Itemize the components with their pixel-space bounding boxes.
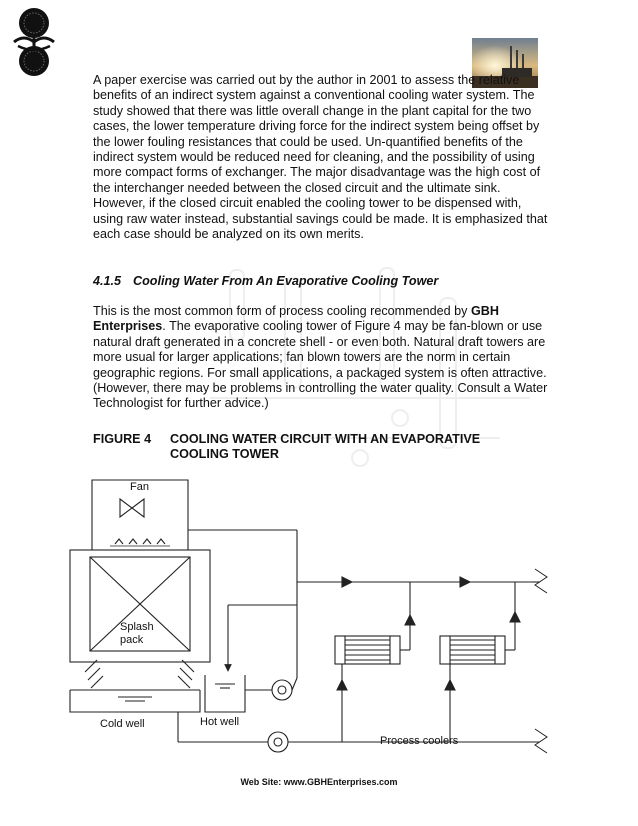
recirc-pump — [272, 680, 292, 700]
cold-well-label: Cold well — [100, 718, 145, 730]
supply-pump — [268, 732, 288, 752]
section-heading — [93, 274, 438, 288]
spray-nozzles — [110, 539, 170, 546]
falling-water — [85, 660, 194, 688]
fan-label: Fan — [130, 481, 149, 493]
hot-well-label: Hot well — [200, 716, 240, 728]
hot-well — [205, 675, 245, 712]
gbh-logo — [10, 6, 58, 78]
paragraph-indirect-system: A paper exercise was carried out by the author in 2001 to assess the relative benefits of an indirect system against a conventional cooling water system. The study showed that there was little overall change in the plant capital for the two cases, the lower temperature driving force for the indirect system being offset by the lower fouling resistances that could be used. Un-quantified benefits of the indirect system would be reduced need for cleaning, and the possibility of using more compact forms of exchanger. The major disadvantage was the high cost of the interchanger needed between the closed circuit and the ultimate sink. However, if the closed circuit enabled the cooling tower to be dispensed with, using raw water instead, substantial savings could be made. It is emphasized that each case should be analyzed on its own merits. — [93, 73, 548, 242]
process-coolers-label: Process coolers — [380, 735, 459, 747]
fan-icon — [120, 499, 144, 517]
section-number: 4.1.5 — [93, 274, 122, 288]
paragraph2-before: This is the most common form of process cooling recommended by — [93, 304, 471, 318]
splash-label-line1: Splash — [120, 621, 154, 633]
company-name: GBH Enterprises — [93, 304, 499, 334]
process-cooler-1 — [335, 636, 400, 664]
cooling-circuit-diagram — [0, 470, 638, 770]
paragraph2-after: . The evaporative cooling tower of Figure 4 may be fan-blown or use natural draft generated in a concrete shell - or even both. Natural draft towers are more usual for larger applications; fan blown towers are the norm in certain geographic regions. For small applications, a packaged system is often attractive. (However, there may be problems in controlling the water quality. Consult a Water Technologist for further advice.) — [93, 319, 548, 411]
splash-label-line2: pack — [120, 634, 144, 646]
footer-website: Web Site: www.GBHEnterprises.com — [240, 777, 398, 787]
paragraph-evaporative-tower — [93, 304, 553, 412]
figure-title: COOLING WATER CIRCUIT WITH AN EVAPORATIVE COOLING TOWER — [170, 432, 481, 462]
figure-label: FIGURE 4 — [93, 432, 152, 446]
diagram-labels — [100, 481, 459, 747]
process-cooler-2 — [440, 636, 505, 664]
section-title: Cooling Water From An Evaporative Cooling Tower — [133, 274, 439, 288]
